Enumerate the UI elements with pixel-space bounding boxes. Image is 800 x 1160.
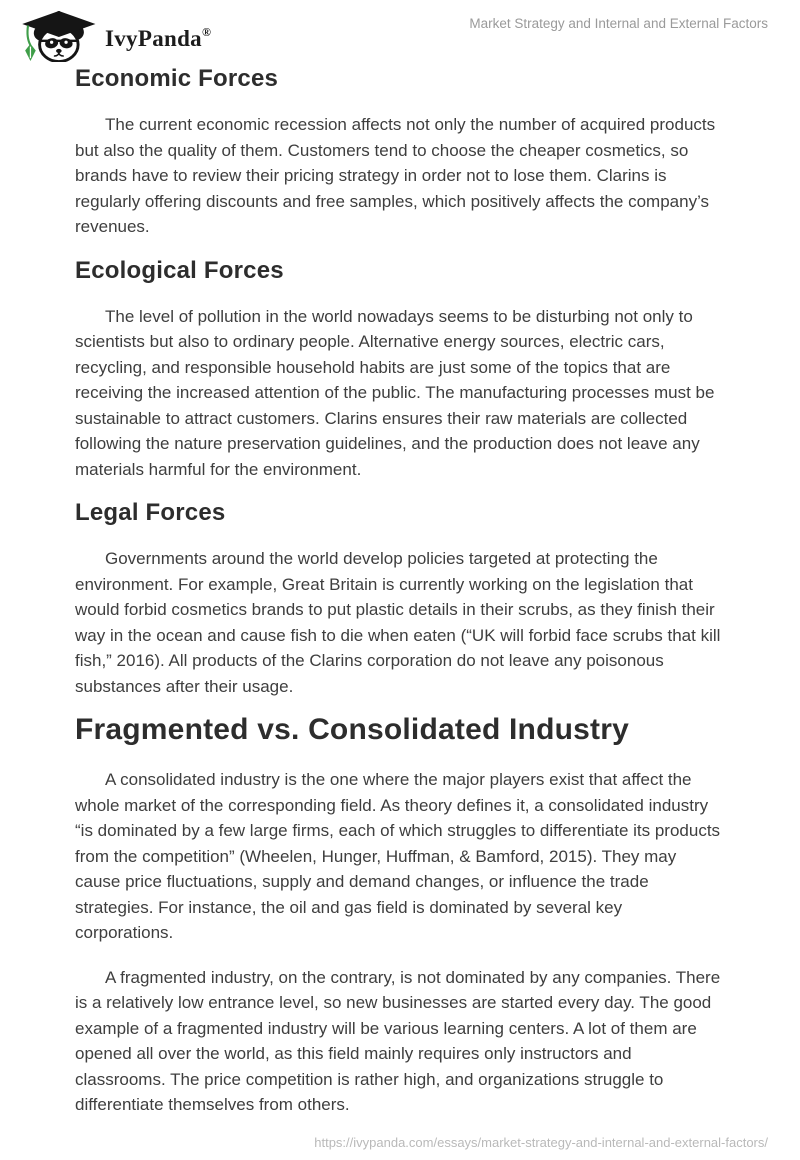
page-header	[0, 0, 800, 54]
section-fragmented-vs-consolidated-industry	[75, 712, 725, 1118]
brand	[14, 8, 211, 63]
paragraph: Governments around the world develop policies targeted at protecting the environment. For example, Great Britain is currently working on the legislation that would forbid cosmetics brands to put plastic details in their scrubs, as they finish their way in the ocean and cause fish to die when eaten (“UK will forbid face scrubs that kill fish,” 2016). All products of the Clarins corporation do not leave any poisonous substances after their usage.	[75, 549, 721, 696]
paragraph: A fragmented industry, on the contrary, is not dominated by any companies. There is a relatively low entrance level, so new businesses are started every day. The good example of a fragmented industry will be various learning centers. A lot of them are opened all over the world, as this field mainly requires only instructors and classrooms. The price competition is rather high, and organizations struggle to differentiate themselves from others.	[75, 967, 721, 1114]
essay-content	[0, 64, 800, 1118]
section-economic-forces	[75, 64, 725, 240]
page-footer	[314, 1135, 768, 1150]
source-url: https://ivypanda.com/essays/market-strategy-and-internal-and-external-factors/	[314, 1135, 768, 1150]
chapter-heading: Fragmented vs. Consolidated Industry	[75, 713, 629, 746]
paragraph: The current economic recession affects not only the number of acquired products but also the quality of them. Customers tend to choose the cheaper cosmetics, so brands have to review their pricing strategy in order not to lose them. Clarins is regularly offering discounts and free samples, which positively affects the company’s revenues.	[75, 115, 716, 236]
paragraph: A consolidated industry is the one where the major players exist that affect the whole market of the corresponding field. As theory defines it, a consolidated industry “is dominated by a few large firms, each of which struggles to differentiate its products from the competition” (Wheelen, Hunger, Huffman, & Bamford, 2015). They may cause price fluctuations, supply and demand changes, or influence the trade strategies. For instance, the oil and gas field is dominated by several key corporations.	[75, 770, 721, 942]
paragraph: The level of pollution in the world nowadays seems to be disturbing not only to scientists but also to ordinary people. Alternative energy sources, electric cars, recycling, and responsible household habits are just some of the topics that are receiving the increased attention of the public. The manufacturing processes must be sustainable to attract customers. Clarins ensures their raw materials are collected following the nature preservation guidelines, and the production does not leave any materials harmful for the environment.	[75, 306, 715, 479]
section-heading: Economic Forces	[75, 65, 279, 92]
panda-graduation-cap-icon	[14, 10, 96, 62]
section-legal-forces	[75, 498, 725, 699]
brand-name: IvyPanda®	[105, 25, 212, 51]
registered-trademark: ®	[201, 25, 212, 39]
section-heading: Ecological Forces	[75, 256, 284, 284]
section-heading: Legal Forces	[75, 499, 226, 526]
section-ecological-forces	[75, 256, 725, 483]
document-title: Market Strategy and Internal and External Factors	[469, 16, 768, 31]
